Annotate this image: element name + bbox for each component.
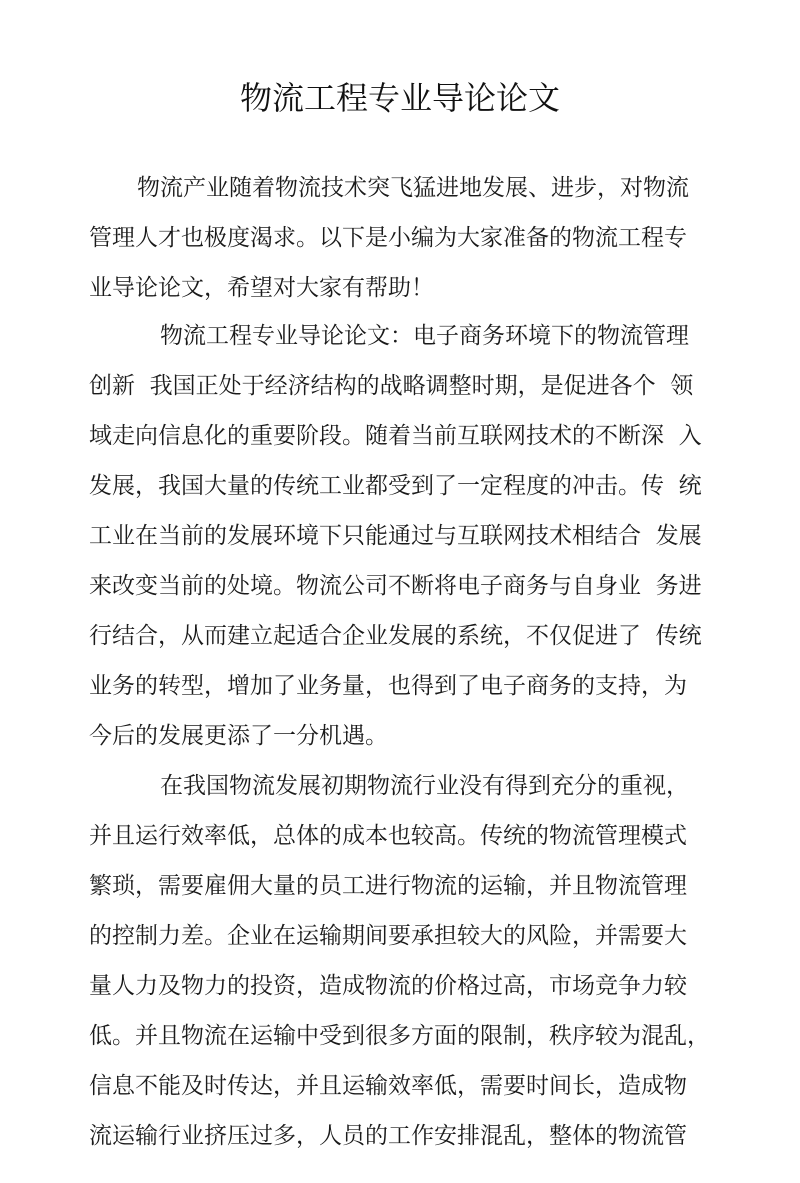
paragraph-line: 域走向信息化的重要阶段。随着当前互联网技术的不断深 入 [89,423,702,449]
paragraph-line: 业导论论文，希望对大家有帮助！ [89,275,434,301]
paragraph-line: 的控制力差。企业在运输期间要承担较大的风险，并需要大 [89,923,687,949]
paragraph-line: 流运输行业挤压过多，人员的工作安排混乱，整体的物流管 [89,1123,687,1149]
paragraph-line: 繁琐，需要雇佣大量的员工进行物流的运输，并且物流管理 [89,873,687,899]
paragraph-line: 在我国物流发展初期物流行业没有得到充分的重视， [160,773,689,799]
paragraph-line: 管理人才也极度渴求。以下是小编为大家准备的物流工程专 [89,225,687,251]
paragraph-line: 来改变当前的处境。物流公司不断将电子商务与自身业 务进 [89,573,702,599]
paragraph-line: 物流工程专业导论论文：电子商务环境下的物流管理 [160,323,689,349]
paragraph-line: 量人力及物力的投资，造成物流的价格过高，市场竞争力较 [89,973,687,999]
paragraph-line: 低。并且物流在运输中受到很多方面的限制，秩序较为混乱， [89,1023,710,1049]
paragraph-line: 今后的发展更添了一分机遇。 [89,723,388,749]
paragraph-line: 工业在当前的发展环境下只能通过与互联网技术相结合 发展 [89,523,702,549]
paragraph-line: 物流产业随着物流技术突飞猛进地发展、进步，对物流 [137,175,689,201]
paragraph-line: 业务的转型，增加了业务量，也得到了电子商务的支持，为 [89,673,687,699]
paragraph-line: 行结合，从而建立起适合企业发展的系统，不仅促进了 传统 [89,623,702,649]
paragraph-line: 发展，我国大量的传统工业都受到了一定程度的冲击。传 统 [89,473,702,499]
document-title: 物流工程专业导论论文 [239,79,560,117]
paragraph-line: 并且运行效率低，总体的成本也较高。传统的物流管理模式 [89,823,687,849]
paragraph-line: 信息不能及时传达，并且运输效率低，需要时间长，造成物 [89,1073,687,1099]
paragraph-line: 创新 我国正处于经济结构的战略调整时期，是促进各个 领 [89,373,694,399]
